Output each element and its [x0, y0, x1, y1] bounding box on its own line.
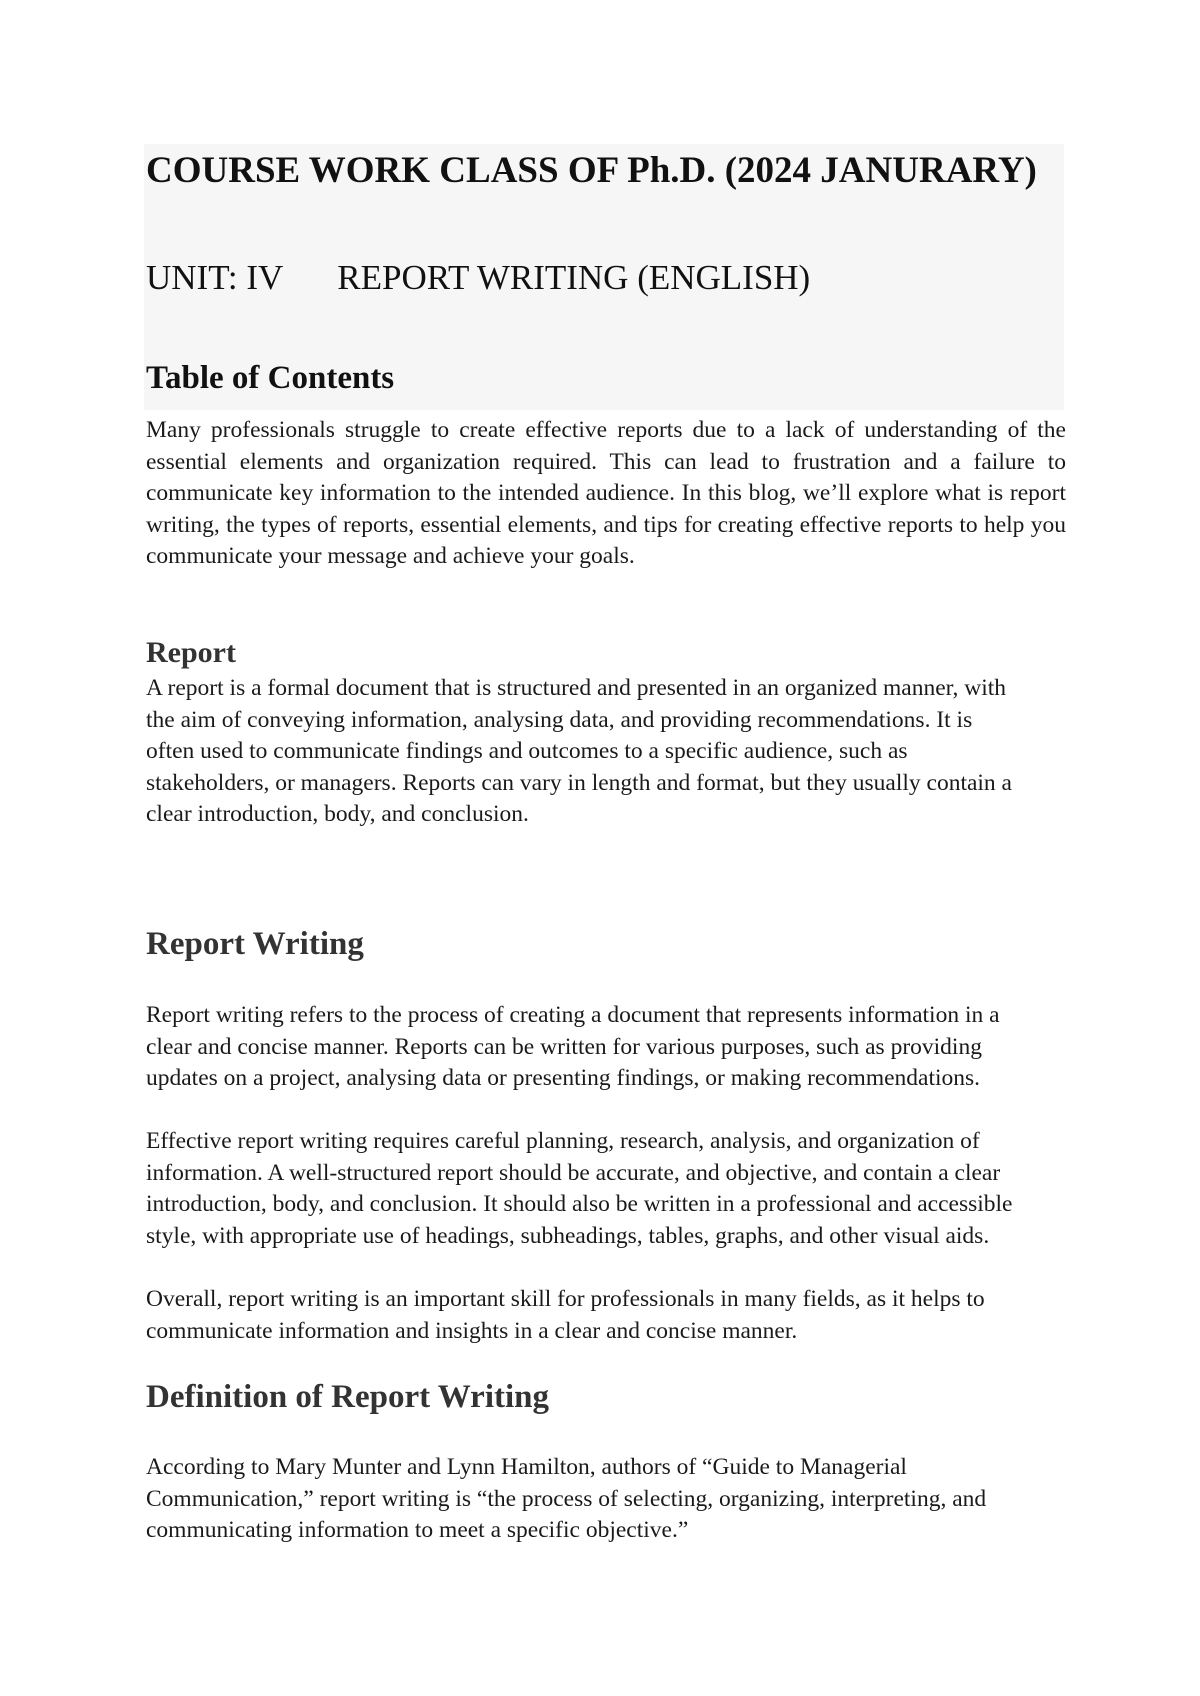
report-writing-paragraph-1: Report writing refers to the process of creating a document that represents information in a clear and concise manner. Reports can be written for various purposes, such as providing updates on a project, analysing data or presenting findings, or making recommendations.: [146, 1002, 1000, 1091]
definition-heading: Definition of Report Writing: [146, 1379, 550, 1415]
report-heading: Report: [146, 636, 236, 669]
unit-label: UNIT: IV: [146, 258, 284, 297]
report-paragraph: A report is a formal document that is structured and presented in an organized manner, with the aim of conveying information, analysing data, and providing recommendations. It is often used to communicate findings and outcomes to a specific audience, such as stakeholders, or managers. Reports can vary in length and format, but they usually contain a clear introduction, body, and conclusion.: [146, 675, 1012, 827]
report-writing-heading: Report Writing: [146, 926, 364, 962]
unit-title: REPORT WRITING (ENGLISH): [337, 258, 811, 297]
document-title: COURSE WORK CLASS OF Ph.D. (2024 JANURARY): [146, 150, 1037, 191]
report-writing-paragraph-2: Effective report writing requires careful planning, research, analysis, and organization of information. A well-structured report should be accurate, and objective, and contain a clear introduction, body, and conclusion. It should also be written in a professional and accessible style, with appropriate use of headings, subheadings, tables, graphs, and other visual aids.: [146, 1128, 1013, 1249]
report-writing-paragraph-3: Overall, report writing is an important skill for professionals in many fields, as it helps to communicate information and insights in a clear and concise manner.: [146, 1286, 985, 1344]
definition-paragraph: According to Mary Munter and Lynn Hamilton, authors of “Guide to Managerial Communication,” report writing is “the process of selecting, organizing, interpreting, and communicating information to meet a specific objective.”: [146, 1454, 987, 1543]
toc-heading: Table of Contents: [146, 360, 395, 396]
intro-paragraph: Many professionals struggle to create effective reports due to a lack of understanding of the essential elements and organization required. This can lead to frustration and a failure to communicate key information to the intended audience. In this blog, we’ll explore what is report writing, the types of reports, essential elements, and tips for creating effective reports to help you communicate your message and achieve your goals.: [146, 417, 1066, 569]
unit-line: [146, 256, 810, 300]
